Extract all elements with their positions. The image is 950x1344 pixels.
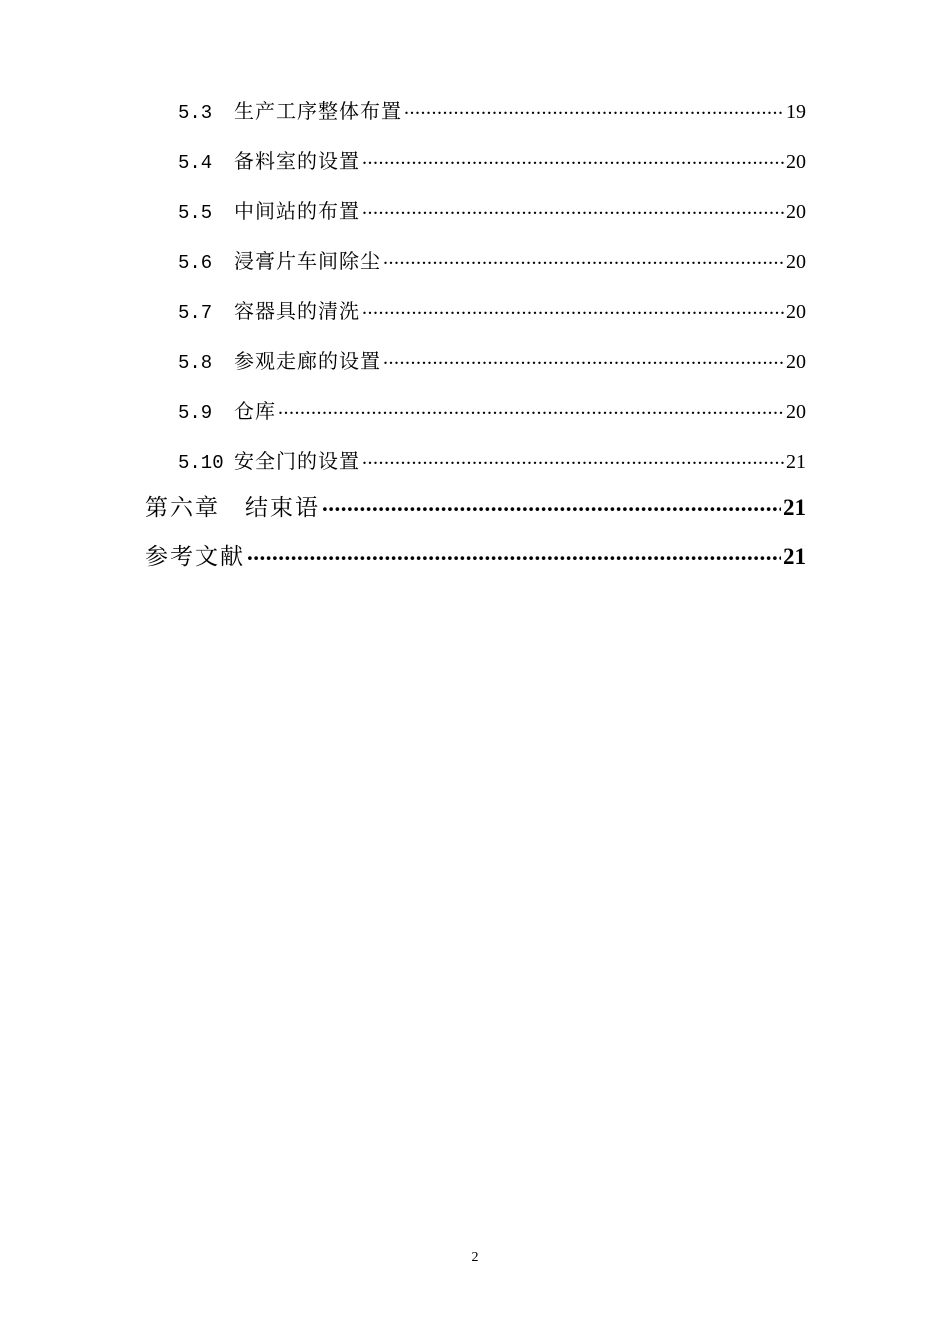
toc-entry-number: 5.10 <box>178 452 224 474</box>
toc-chapter-page: 21 <box>783 495 806 520</box>
toc-entry-number: 5.4 <box>178 152 213 174</box>
toc-leader-dots <box>362 298 784 318</box>
toc-leader-dots <box>278 398 784 418</box>
toc-entry-number: 5.9 <box>178 402 213 424</box>
toc-entry-title: 安全门的设置 <box>234 449 360 473</box>
toc-entry[interactable] <box>178 146 806 176</box>
toc-leader-dots <box>362 198 784 218</box>
toc-leader-dots <box>322 492 781 515</box>
toc-entry-page: 20 <box>786 301 806 323</box>
toc-entry[interactable] <box>178 396 806 426</box>
table-of-contents <box>0 0 950 600</box>
toc-entry[interactable] <box>178 196 806 226</box>
toc-leader-dots <box>383 348 784 368</box>
toc-entry-number: 5.5 <box>178 202 213 224</box>
toc-leader-dots <box>362 148 784 168</box>
toc-entry-number: 5.3 <box>178 102 213 124</box>
toc-entry-page: 20 <box>786 151 806 173</box>
toc-entry[interactable] <box>178 346 806 376</box>
toc-entry-title: 参观走廊的设置 <box>234 349 381 373</box>
toc-entry-number: 5.6 <box>178 252 213 274</box>
toc-entry-title: 容器具的清洗 <box>234 299 360 323</box>
page-number: 2 <box>471 1250 479 1265</box>
toc-chapter-title: 参考文献 <box>145 544 245 570</box>
toc-leader-dots <box>362 448 784 468</box>
toc-entry-number: 5.8 <box>178 352 213 374</box>
toc-chapter-entry[interactable] <box>145 540 806 574</box>
toc-entry-title: 仓库 <box>234 399 276 423</box>
toc-entry-title: 浸膏片车间除尘 <box>234 249 381 273</box>
toc-entry[interactable] <box>178 246 806 276</box>
toc-leader-dots <box>383 248 784 268</box>
toc-entry[interactable] <box>178 446 806 476</box>
toc-leader-dots <box>247 541 781 564</box>
toc-entry-title: 生产工序整体布置 <box>234 99 402 123</box>
toc-entry-page: 20 <box>786 401 806 423</box>
toc-entry-page: 20 <box>786 351 806 373</box>
toc-chapter-entry[interactable] <box>145 491 806 525</box>
toc-chapter-page: 21 <box>783 544 806 569</box>
toc-entry-page: 21 <box>786 451 806 473</box>
toc-entry-page: 20 <box>786 201 806 223</box>
toc-entry-page: 19 <box>786 101 806 123</box>
toc-entry[interactable] <box>178 96 806 126</box>
toc-entry-title: 备料室的设置 <box>234 149 360 173</box>
toc-entry-title: 中间站的布置 <box>234 199 360 223</box>
toc-entry-page: 20 <box>786 251 806 273</box>
toc-entry-number: 5.7 <box>178 302 213 324</box>
toc-leader-dots <box>404 98 784 118</box>
toc-entry[interactable] <box>178 296 806 326</box>
toc-chapter-title: 第六章 结束语 <box>145 495 320 521</box>
